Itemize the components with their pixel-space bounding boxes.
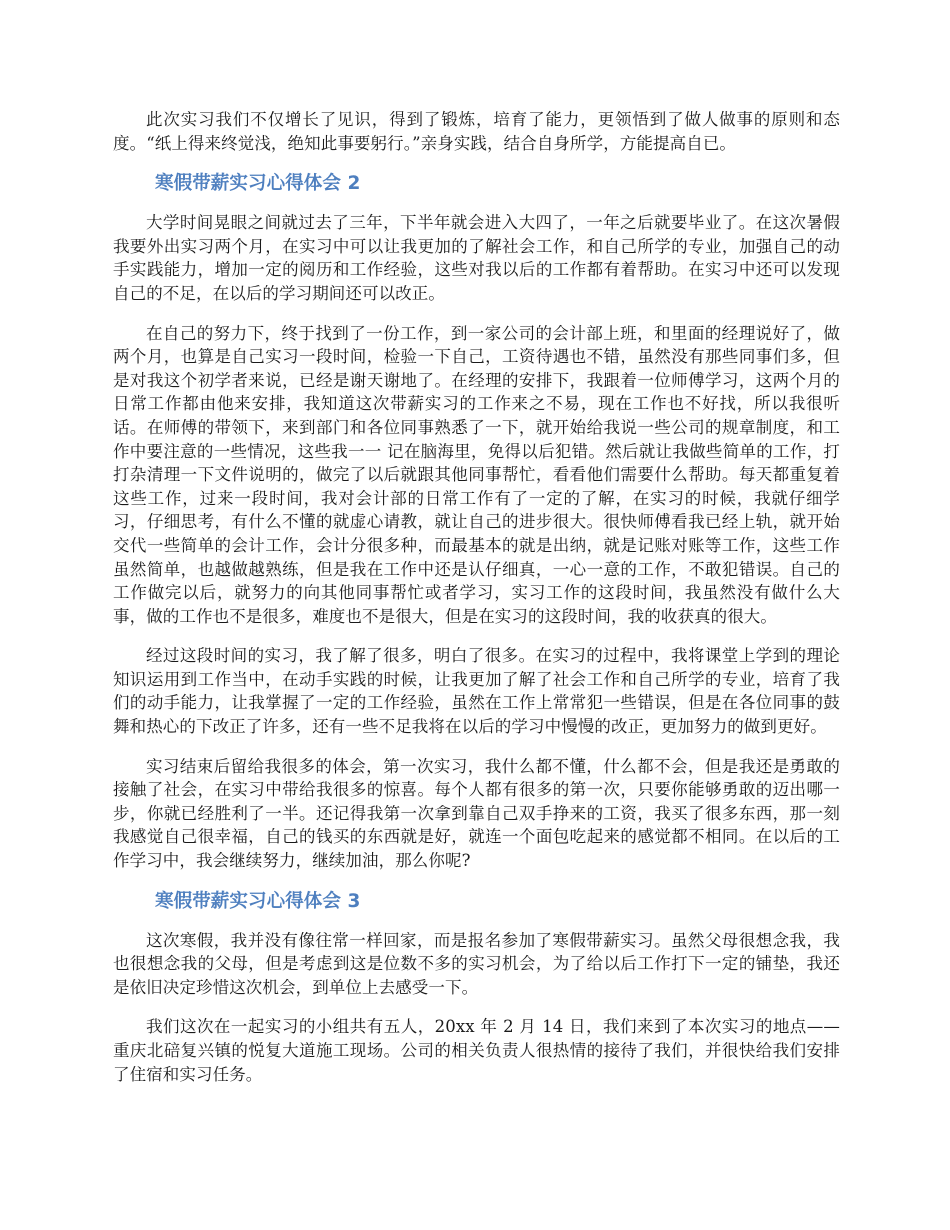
section-3-heading: 寒假带薪实习心得体会 3 bbox=[155, 890, 361, 912]
section-2-paragraph-4: 实习结束后留给我很多的体会，第一次实习，我什么都不懂，什么都不会，但是我还是勇敢的接触了社会，在实习中带给我很多的惊喜。每个人都有很多的第一次，只要你能够勇敢的迈出哪一步，你就已经胜利了一半。还记得我第一次拿到靠自己双手挣来的工资，我买了很多东西，那一刻我感觉自己很幸福，自己的钱买的东西就是好，就连一个面包吃起来的感觉都不相同。在以后的工作学习中，我会继续努力，继续加油，那么你呢? bbox=[113, 756, 840, 871]
section-3-paragraph-2: 我们这次在一起实习的小组共有五人，20xx 年 2 月 14 日，我们来到了本次实习的地点——重庆北碚复兴镇的悦复大道施工现场。公司的相关负责人很热情的接待了我们，并很快给我们安排了住宿和实习任务。 bbox=[113, 1017, 840, 1084]
section-2-heading: 寒假带薪实习心得体会 2 bbox=[155, 173, 361, 195]
section-2-paragraph-2: 在自己的努力下，终于找到了一份工作，到一家公司的会计部上班，和里面的经理说好了，做两个月，也算是自己实习一段时间，检验一下自己，工资待遇也不错，虽然没有那些同事们多，但是对我这个初学者来说，已经是谢天谢地了。在经理的安排下，我跟着一位师傅学习，这两个月的日常工作都由他来安排，我知道这次带薪实习的工作来之不易，现在工作也不好找，所以我很听话。在师傅的带领下，来到部门和各位同事熟悉了一下，就开始给我说一些公司的规章制度，和工作中要注意的一些情况，这些我一一 记在脑海里，免得以后犯错。然后就让我做些简单的工作，打打杂清理一下文件说明的，做完了以后就跟其他同事帮忙，看看他们需要什么帮助。每天都重复着这些工作，过来一段时间，我对会计部的日常工作有了一定的了解，在实习的时候，我就仔细学习，仔细思考，有什么不懂的就虚心请教，就让自己的进步很大。很快师傅看我已经上轨，就开始交代一些简单的会计工作，会计分很多种，而最基本的就是出纳，就是记账对账等工作，这些工作虽然简单，也越做越熟练，但是我在工作中还是认仔细真，一心一意的工作，不敢犯错误。自己的工作做完以后，就努力的向其他同事帮忙或者学习，实习工作的这段时间，我虽然没有做什么大事，做的工作也不是很多，难度也不是很大，但是在实习的这段时间，我的收获真的很大。 bbox=[113, 323, 840, 626]
intro-paragraph: 此次实习我们不仅增长了见识，得到了锻炼，培育了能力，更领悟到了做人做事的原则和态度。“纸上得来终觉浅，绝知此事要躬行。”亲身实践，结合自身所学，方能提高自已。 bbox=[113, 110, 840, 153]
section-2-paragraph-3: 经过这段时间的实习，我了解了很多，明白了很多。在实习的过程中，我将课堂上学到的理论知识运用到工作当中，在动手实践的时候，让我更加了解了社会工作和自己所学的专业，培育了我们的动手能力，让我掌握了一定的工作经验，虽然在工作上常常犯一些错误，但是在各位同事的鼓舞和热心的下改正了许多，还有一些不足我将在以后的学习中慢慢的改正，更加努力的做到更好。 bbox=[113, 646, 840, 737]
section-3-paragraph-1: 这次寒假，我并没有像往常一样回家，而是报名参加了寒假带薪实习。虽然父母很想念我，我也很想念我的父母，但是考虑到这是位数不多的实习机会，为了给以后工作打下一定的铺垫，我还是依旧决定珍惜这次机会，到单位上去感受一下。 bbox=[113, 930, 840, 997]
section-2-paragraph-1: 大学时间晃眼之间就过去了三年，下半年就会进入大四了，一年之后就要毕业了。在这次暑假我要外出实习两个月，在实习中可以让我更加的了解社会工作，和自己所学的专业，加强自己的动手实践能力，增加一定的阅历和工作经验，这些对我以后的工作都有着帮助。在实习中还可以发现自己的不足，在以后的学习期间还可以改正。 bbox=[113, 213, 840, 303]
document-body bbox=[113, 108, 840, 1102]
